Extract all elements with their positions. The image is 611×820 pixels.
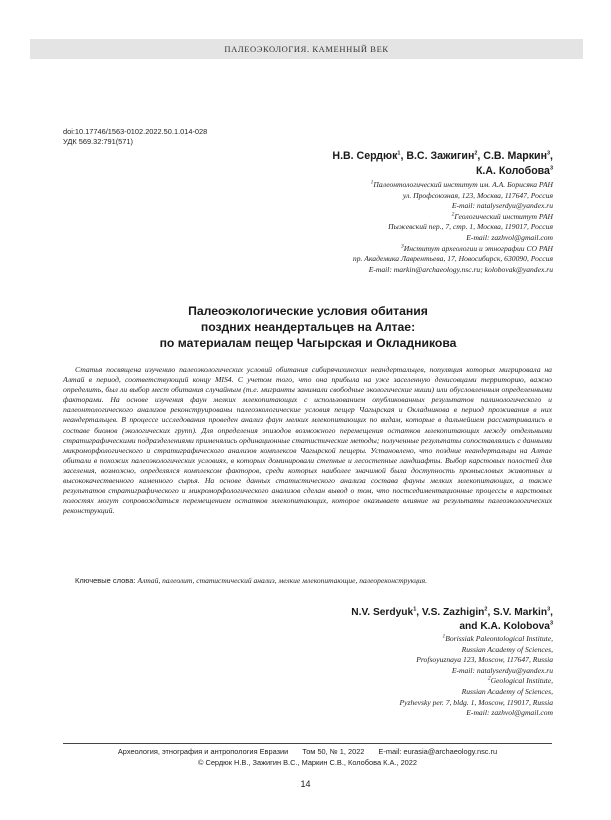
author-affil-mark: 2 bbox=[484, 606, 488, 613]
affiliation-email: E-mail: markin@archaeology.nsc.ru; kolobovak@yandex.ru bbox=[368, 264, 553, 274]
author-name: , V.S. Zazhigin bbox=[416, 607, 485, 618]
doi: doi:10.17746/1563-0102.2022.50.1.014-028 bbox=[63, 127, 208, 136]
title-line: по материалам пещер Чагырская и Окладникова bbox=[159, 336, 457, 350]
affiliation-email: E-mail: natalyserdyu@yandex.ru bbox=[451, 665, 553, 675]
author-name: and K.A. Kolobova bbox=[459, 620, 550, 632]
keywords-label: Ключевые слова: bbox=[75, 576, 136, 585]
author-affil-mark: 3 bbox=[547, 606, 551, 613]
affiliations-en bbox=[400, 634, 553, 719]
author-affil-mark: 1 bbox=[397, 150, 401, 157]
affiliation-line: Pyzhevsky per. 7, bldg. 1, Moscow, 119017, Russia bbox=[399, 697, 553, 707]
abstract: Статья посвящена изучению палеоэкологических условий обитания сибирячихинских неандертальцев, популяция которых мигрировала на Алтай в период, соответствующий концу MIS4. С учетом того, что она прибыла на уже заселенную денисовцами территорию, важно определить, был ли выбор мест обитания случайным (т.е. мигранты занимали свободные экологические ниши) или обусловленным определенными факторами. На основе изучения фаун мелких млекопитающих с использованием опубликованных результатов палинологического и палеонтологического анализов реконструированы палеоэкологические условия пещер Чагырская и Окладникова в период проживания в них неандертальцев. В процессе исследования проведен анализ фаун мелких млекопитающих по видам, которые в дальнейшем рассматривались в составе биомов (экологических групп). Для определения эпизодов возможного перемещения остатков млекопитающих между отдельными стратиграфическими подразделениями применялись ординационные статистические методы; полученные результаты сопоставлялись с данными микроморфологического и стратиграфического анализов комплексов Чагырской пещеры. Установлено, что поздние неандертальцы на Алтае обитали в похожих палеоэкологических условиях, в которых доминировали степные и лесостепные ландшафты. Выбор карстовых полостей для заселения, возможно, определялся комплексом факторов, среди которых наиболее значимой была доступность промысловых животных и высококачественного каменного сырья. На основе данных статистического анализа состава фауны мелких млекопитающих, а также результатов стратиграфического и микроморфологического анализов сделан вывод о том, что постседиментационные процессы в карстовых полостях могут сопровождаться перемещением остатков млекопитающих, которое оказывает влияние на результаты палеоэкологических реконструкций. bbox=[63, 365, 552, 516]
author-affil-mark: 1 bbox=[413, 606, 417, 613]
copyright: © Сердюк Н.В., Зажигин В.С., Маркин С.В., Колобова К.А., 2022 bbox=[197, 758, 418, 767]
affiliations-ru bbox=[353, 180, 553, 275]
affiliation-line: $^3$Институт археологии и этнографии СО РАН bbox=[400, 243, 553, 253]
affil-mark: 2 bbox=[487, 675, 491, 682]
journal-email: E-mail: eurasia@archaeology.nsc.ru bbox=[378, 747, 498, 756]
authors-en bbox=[351, 606, 553, 633]
keywords-text: Алтай, палеолит, статистический анализ, мелкие млекопитающие, палеореконструкция. bbox=[137, 576, 428, 585]
affiliation-line: $^2$Geological Institute, bbox=[487, 675, 553, 686]
affiliation-line: Russian Academy of Sciences, bbox=[461, 686, 553, 696]
affiliation-line: Profsoyuznaya 123, Moscow, 117647, Russia bbox=[416, 655, 553, 665]
affil-mark: 1 bbox=[442, 633, 446, 640]
affiliation-email: E-mail: zazhvol@gmail.com bbox=[466, 232, 553, 242]
author-affil-mark: 3 bbox=[549, 165, 553, 172]
affiliation-line: $^1$Палеонтологический институт им. А.А. Борисяка РАН bbox=[370, 179, 553, 189]
affiliation-email: E-mail: natalyserdyu@yandex.ru bbox=[451, 201, 553, 211]
journal-name: Археология, этнография и антропология Евразии bbox=[117, 747, 289, 756]
affil-mark: 2 bbox=[451, 211, 455, 218]
author-separator: , bbox=[550, 150, 553, 162]
article-title bbox=[63, 303, 553, 351]
section-title: ПАЛЕОЭКОЛОГИЯ. КАМЕННЫЙ ВЕК bbox=[224, 44, 389, 54]
author-name: Н.В. Сердюк bbox=[332, 150, 398, 162]
page-number: 14 bbox=[300, 779, 311, 789]
affiliation-line: Russian Academy of Sciences, bbox=[461, 644, 553, 654]
authors-ru bbox=[332, 149, 553, 179]
author-affil-mark: 3 bbox=[549, 620, 553, 627]
author-affil-mark: 2 bbox=[474, 150, 478, 157]
author-name: К.А. Колобова bbox=[475, 165, 550, 177]
section-header bbox=[30, 39, 583, 59]
authors-en-line-1 bbox=[351, 606, 553, 620]
udk: УДК 569.32:791(571) bbox=[63, 137, 133, 146]
author-name: , В.С. Зажигин bbox=[400, 150, 475, 162]
affiliation-line: $^2$Геологический институт РАН bbox=[451, 211, 553, 221]
affiliation-line: $^1$Borissiak Paleontological Institute, bbox=[442, 633, 553, 643]
journal-volume: Том 50, № 1, 2022 bbox=[302, 747, 365, 756]
affil-mark: 3 bbox=[400, 243, 404, 250]
authors-ru-line-2 bbox=[332, 164, 553, 179]
footer-divider bbox=[63, 743, 552, 744]
affiliation-line: Пыжевский пер., 7, стр. 1, Москва, 119017, Россия bbox=[388, 222, 553, 232]
affiliation-line: пр. Академика Лаврентьева, 17, Новосибирск, 630090, Россия bbox=[352, 254, 553, 264]
keywords bbox=[75, 576, 427, 585]
article-identifiers bbox=[63, 127, 207, 147]
author-name: N.V. Serdyuk bbox=[351, 607, 414, 618]
journal-line bbox=[63, 746, 552, 757]
title-line: Палеоэкологические условия обитания bbox=[188, 304, 428, 318]
author-name: , S.V. Markin bbox=[487, 607, 548, 618]
author-separator: , bbox=[550, 607, 553, 618]
authors-en-line-2 bbox=[351, 620, 553, 634]
authors-ru-line-1 bbox=[332, 149, 553, 164]
title-line: поздних неандертальцев на Алтае: bbox=[200, 320, 416, 334]
affiliation-email: E-mail: zazhvol@gmail.com bbox=[466, 708, 553, 718]
author-name: , С.В. Маркин bbox=[477, 150, 547, 162]
affiliation-line: ул. Профсоюзная, 123, Москва, 117647, Россия bbox=[402, 190, 553, 200]
journal-footer bbox=[63, 746, 552, 768]
affil-mark: 1 bbox=[370, 179, 374, 186]
author-affil-mark: 3 bbox=[546, 150, 551, 157]
